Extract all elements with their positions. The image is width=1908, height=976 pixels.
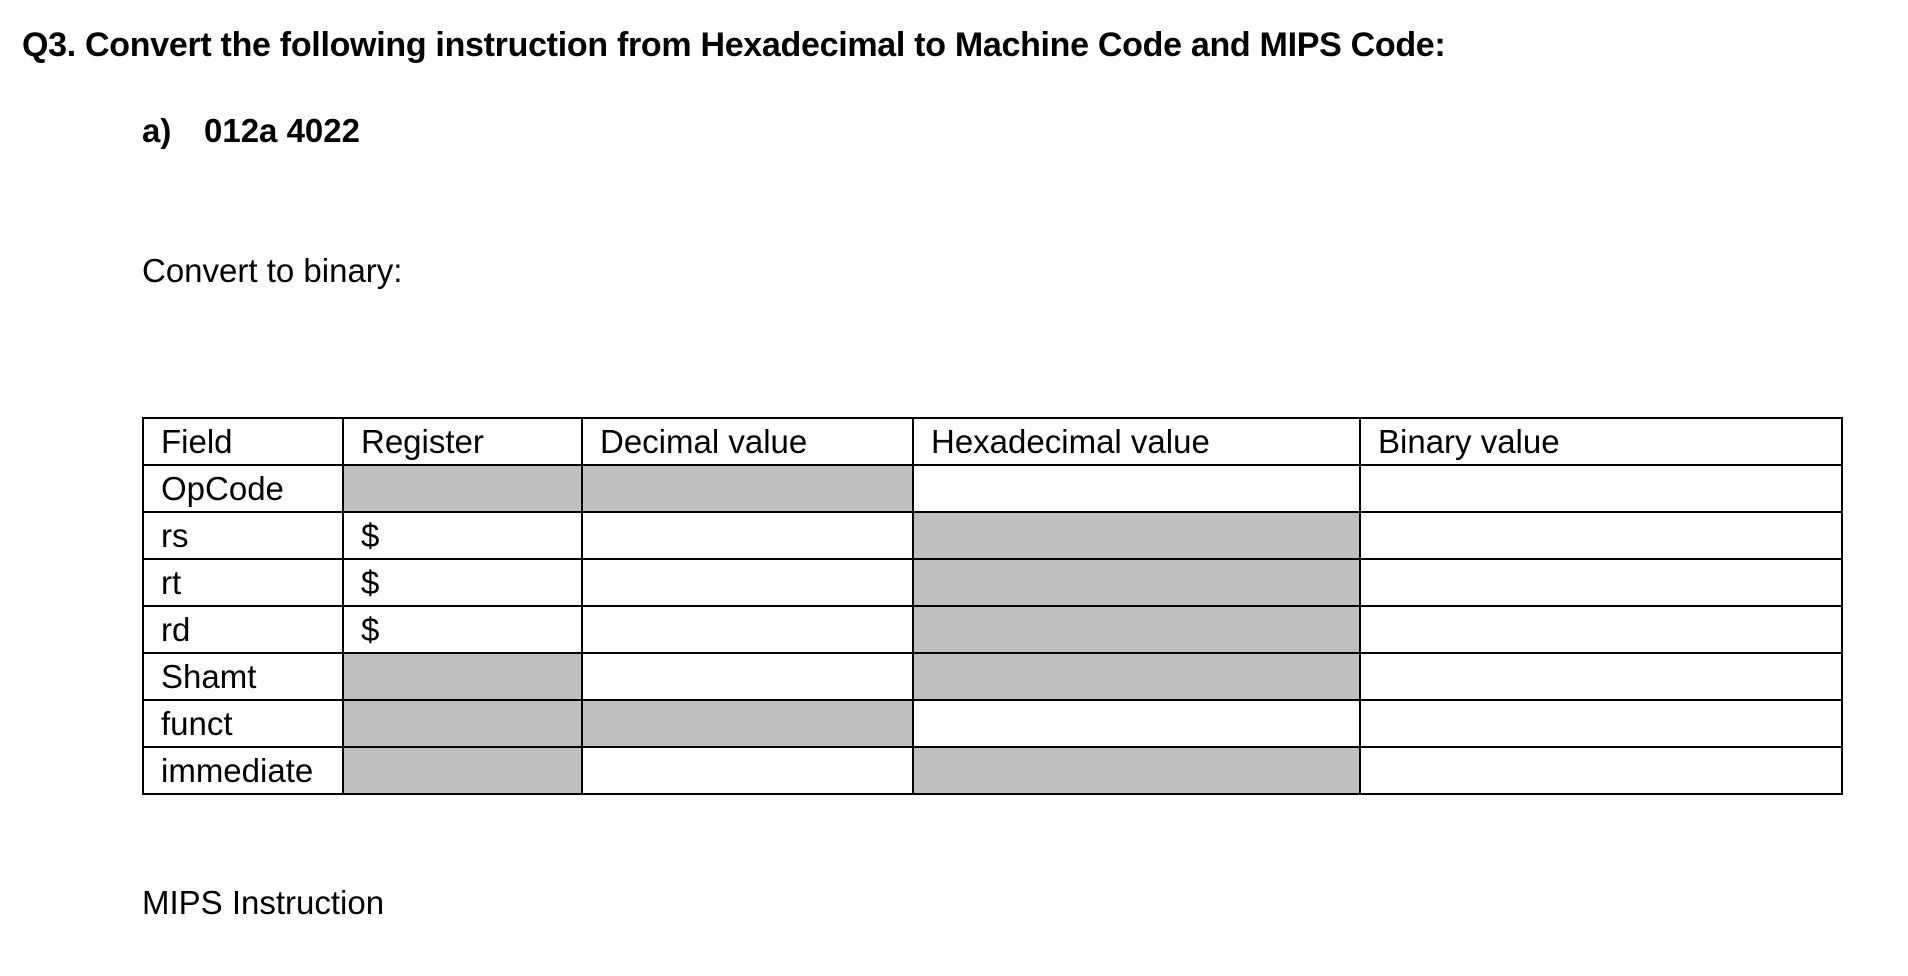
mips-instruction-label: MIPS Instruction: [142, 884, 385, 921]
register-cell: $: [343, 559, 582, 606]
hexadecimal-value-cell: [913, 700, 1360, 747]
binary-value-cell: [1360, 465, 1842, 512]
register-cell: [343, 700, 582, 747]
hexadecimal-value-cell: [913, 747, 1360, 794]
binary-value-cell: [1360, 512, 1842, 559]
register-cell: [343, 465, 582, 512]
table-header-row: [143, 418, 1842, 465]
field-name-cell: Shamt: [143, 653, 343, 700]
hexadecimal-value-cell: [913, 559, 1360, 606]
binary-value-cell: [1360, 700, 1842, 747]
table-row: [143, 559, 1842, 606]
table-row: [143, 512, 1842, 559]
header-decimal-value: Decimal value: [582, 418, 913, 465]
register-cell: [343, 747, 582, 794]
field-name-cell: rt: [143, 559, 343, 606]
binary-value-cell: [1360, 747, 1842, 794]
field-name-cell: rd: [143, 606, 343, 653]
field-name-cell: funct: [143, 700, 343, 747]
hexadecimal-value-cell: [913, 653, 1360, 700]
header-binary-value: Binary value: [1360, 418, 1842, 465]
table-row: [143, 747, 1842, 794]
binary-value-cell: [1360, 559, 1842, 606]
register-cell: [343, 653, 582, 700]
instruction-field-table: [142, 417, 1843, 795]
table-row: [143, 653, 1842, 700]
decimal-value-cell: [582, 465, 913, 512]
table-row: [143, 606, 1842, 653]
hex-instruction-value: 012a 4022: [204, 112, 360, 149]
decimal-value-cell: [582, 747, 913, 794]
table-row: [143, 700, 1842, 747]
hexadecimal-value-cell: [913, 606, 1360, 653]
decimal-value-cell: [582, 512, 913, 559]
binary-value-cell: [1360, 653, 1842, 700]
decimal-value-cell: [582, 653, 913, 700]
hexadecimal-value-cell: [913, 465, 1360, 512]
binary-value-cell: [1360, 606, 1842, 653]
sub-question-marker: a): [142, 112, 172, 149]
decimal-value-cell: [582, 700, 913, 747]
convert-to-binary-prompt: Convert to binary:: [142, 252, 403, 289]
decimal-value-cell: [582, 559, 913, 606]
sub-question-a: [142, 112, 360, 150]
table-row: [143, 465, 1842, 512]
question-heading: Q3. Convert the following instruction from Hexadecimal to Machine Code and MIPS Code:: [22, 26, 1446, 64]
header-hexadecimal-value: Hexadecimal value: [913, 418, 1360, 465]
hexadecimal-value-cell: [913, 512, 1360, 559]
field-name-cell: immediate: [143, 747, 343, 794]
decimal-value-cell: [582, 606, 913, 653]
header-field: Field: [143, 418, 343, 465]
field-name-cell: OpCode: [143, 465, 343, 512]
register-cell: $: [343, 606, 582, 653]
register-cell: $: [343, 512, 582, 559]
header-register: Register: [343, 418, 582, 465]
field-name-cell: rs: [143, 512, 343, 559]
